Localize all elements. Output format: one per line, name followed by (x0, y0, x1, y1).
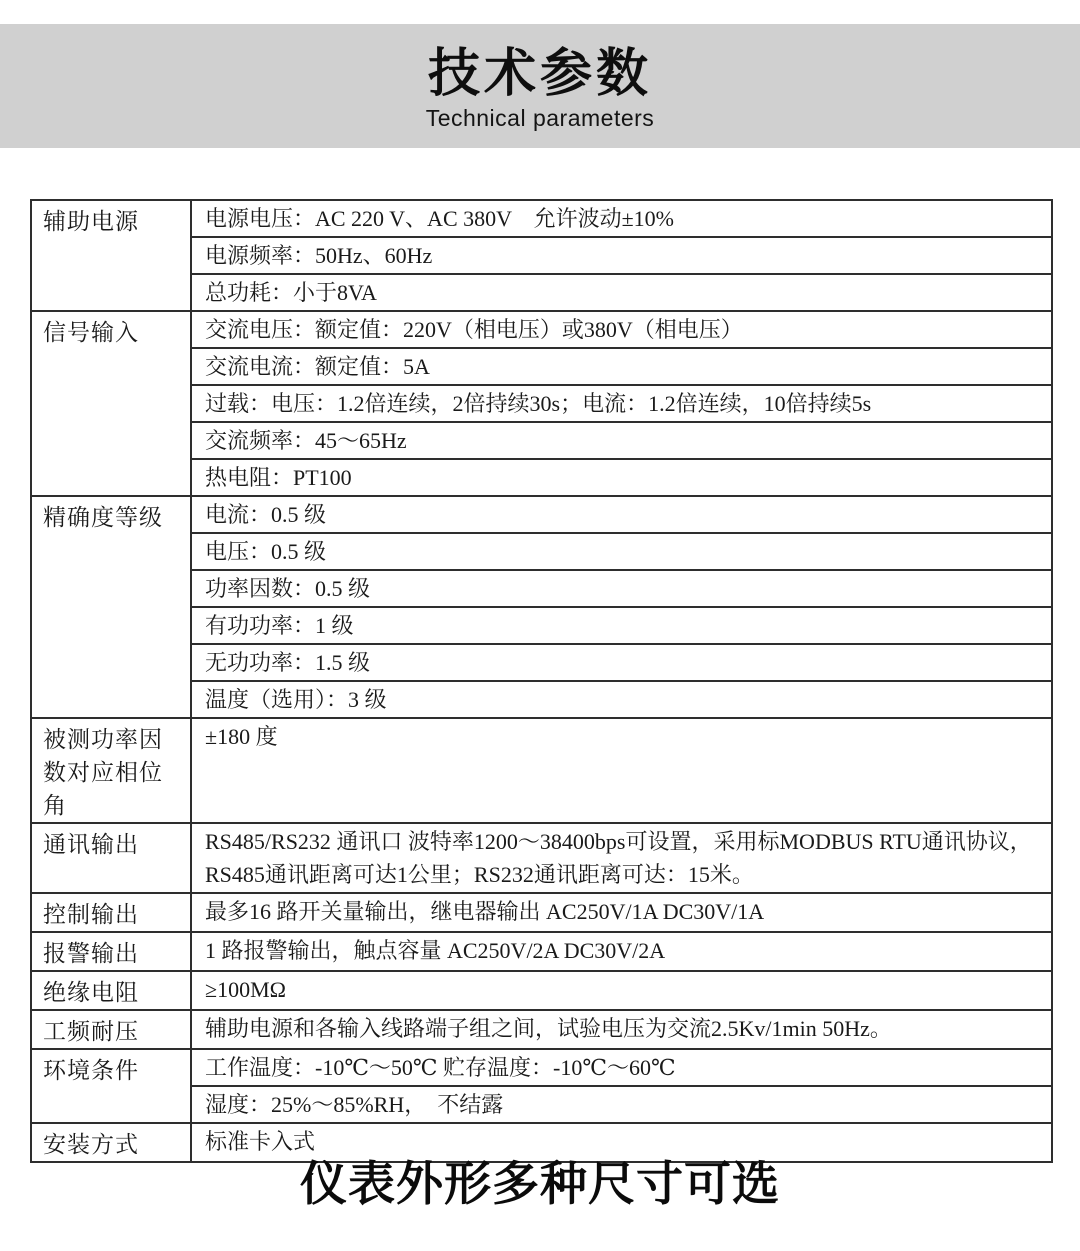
spec-group-label: 报警输出 (32, 933, 192, 970)
spec-group-content (192, 719, 1051, 822)
spec-group (32, 892, 1051, 931)
spec-group-content (192, 312, 1051, 495)
spec-row: 功率因数：0.5 级 (192, 569, 1051, 606)
spec-row: 总功耗：小于8VA (192, 273, 1051, 310)
spec-group-label: 控制输出 (32, 894, 192, 931)
spec-row: 无功功率：1.5 级 (192, 643, 1051, 680)
spec-row: 工作温度：-10℃～50℃ 贮存温度：-10℃～60℃ (205, 1055, 676, 1080)
spec-group (32, 1048, 1051, 1122)
spec-row: 过载：电压：1.2倍连续，2倍持续30s；电流：1.2倍连续，10倍持续5s (192, 384, 1051, 421)
spec-row: ≥100MΩ (205, 977, 286, 1002)
spec-row: RS485/RS232 通讯口 波特率1200～38400bps可设置，采用标MODBUS RTU通讯协议，RS485通讯距离可达1公里；RS232通讯距离可达：15米。 (205, 829, 1032, 887)
spec-group-label: 精确度等级 (32, 497, 192, 717)
spec-row: 辅助电源和各输入线路端子组之间，试验电压为交流2.5Kv/1min 50Hz。 (205, 1016, 892, 1041)
spec-table (30, 199, 1053, 1163)
spec-group-label: 环境条件 (32, 1050, 192, 1122)
spec-row: 湿度：25%～85%RH， 不结露 (192, 1085, 1051, 1122)
spec-group (32, 970, 1051, 1009)
spec-row: 电源频率：50Hz、60Hz (192, 236, 1051, 273)
spec-group-label: 被测功率因数对应相位角 (32, 719, 192, 822)
spec-group (32, 495, 1051, 717)
spec-row: 电源电压：AC 220 V、AC 380V 允许波动±10% (205, 206, 675, 231)
spec-row: 有功功率：1 级 (192, 606, 1051, 643)
spec-row: 最多16 路开关量输出，继电器输出 AC250V/1A DC30V/1A (205, 899, 765, 924)
spec-group-label: 通讯输出 (32, 824, 192, 892)
header-band (0, 24, 1080, 148)
spec-row: 热电阻：PT100 (192, 458, 1051, 495)
spec-row: 温度（选用）：3 级 (192, 680, 1051, 717)
spec-group (32, 201, 1051, 310)
spec-group (32, 310, 1051, 495)
spec-group-content (192, 894, 1051, 931)
spec-group-content (192, 201, 1051, 310)
spec-group-label: 安装方式 (32, 1124, 192, 1161)
spec-row: 1 路报警输出，触点容量 AC250V/2A DC30V/2A (205, 938, 666, 963)
spec-row: 交流电流：额定值：5A (192, 347, 1051, 384)
spec-group-content (192, 824, 1051, 892)
spec-group-content (192, 497, 1051, 717)
spec-row: 标准卡入式 (205, 1129, 316, 1154)
spec-row: ±180 度 (205, 724, 278, 749)
spec-group (32, 1009, 1051, 1048)
page-subtitle: Technical parameters (425, 104, 655, 131)
spec-group-label: 绝缘电阻 (32, 972, 192, 1009)
spec-row: 电压：0.5 级 (192, 532, 1051, 569)
spec-row: 电流：0.5 级 (205, 502, 327, 527)
page-title: 技术参数 (427, 45, 652, 104)
spec-group (32, 822, 1051, 892)
spec-group (32, 931, 1051, 970)
spec-group-content (192, 1050, 1051, 1122)
spec-row: 交流频率：45～65Hz (192, 421, 1051, 458)
spec-group (32, 717, 1051, 822)
spec-group-content (192, 1011, 1051, 1048)
spec-group-content (192, 972, 1051, 1009)
spec-group-label: 工频耐压 (32, 1011, 192, 1048)
footer-heading: 仪表外形多种尺寸可选 (300, 1157, 780, 1210)
spec-group-label: 辅助电源 (32, 201, 192, 310)
spec-group-content (192, 933, 1051, 970)
spec-group-label: 信号输入 (32, 312, 192, 495)
spec-row: 交流电压：额定值：220V（相电压）或380V（相电压） (205, 317, 743, 342)
